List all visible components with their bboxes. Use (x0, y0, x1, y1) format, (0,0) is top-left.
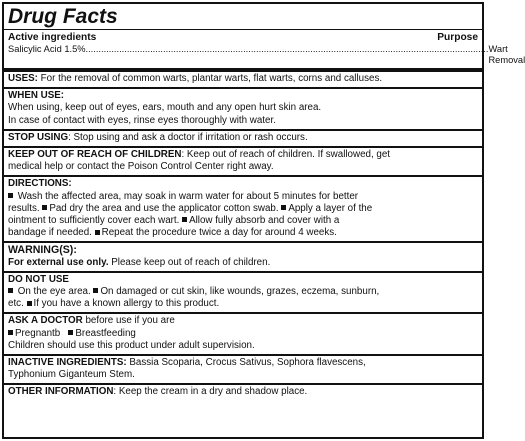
ask-item-breastfeeding: Breastfeeding (75, 327, 136, 339)
drug-facts-title: Drug Facts (4, 4, 482, 30)
bullet-square-icon (8, 193, 13, 198)
warnings-section (4, 243, 482, 272)
when-use-line-1: When using, keep out of eyes, ears, mouth and any open hurt skin area. (8, 102, 322, 114)
bullet-square-icon (8, 288, 13, 293)
bullet-square-icon (93, 288, 98, 293)
dot-leader: ............................................................................................................................................................ (85, 44, 489, 54)
keep-out-section (4, 148, 482, 177)
do-not-use-label: DO NOT USE (8, 273, 69, 285)
external-use-warning: For external use only. (8, 256, 109, 268)
keep-out-text-2: medical help or contact the Poison Control Center right away. (8, 161, 274, 173)
stop-using-label: STOP USING (8, 131, 69, 143)
bullet-square-icon (281, 205, 286, 210)
warnings-text: Please keep out of reach of children. (108, 256, 271, 268)
bullet-square-icon (42, 205, 47, 210)
when-use-line-2: In case of contact with eyes, rinse eyes thoroughly with water. (8, 114, 276, 126)
inactive-ingredients-section: INACTIVE INGREDIENTS: Bassia Scoparia, Crocus Sativus, Sophora flavescens, Typhonium Giganteum Stem. (4, 356, 482, 385)
ask-doctor-label: ASK A DOCTOR (8, 315, 83, 327)
bullet-square-icon (27, 301, 32, 306)
active-ingredients-header (4, 32, 482, 44)
keep-out-label: KEEP OUT OF REACH OF CHILDREN (8, 149, 182, 161)
uses-text: For the removal of common warts, plantar warts, flat warts, corns and calluses. (37, 73, 383, 84)
bullet-square-icon (8, 330, 13, 335)
keep-out-text-1: : Keep out of reach of children. If swallowed, get (181, 149, 391, 161)
when-use-label: WHEN USE: (8, 90, 65, 102)
stop-using-text: : Stop using and ask a doctor if irritation or rash occurs. (68, 131, 308, 143)
active-ingredients-label: Active ingredients (8, 32, 97, 43)
ask-item-pregnant: Pregnantb (15, 327, 61, 339)
inactive-ingredients-label: INACTIVE INGREDIENTS: (8, 357, 127, 369)
ask-doctor-children: Children should use this product under adult supervision. (8, 339, 255, 351)
ask-doctor-section: ASK A DOCTOR before use if you are Pregnantb Breastfeeding Children should use this product under adult supervision. (4, 314, 482, 356)
purpose-label: Purpose (437, 32, 478, 43)
drug-facts-panel (2, 2, 525, 439)
bullet-square-icon (182, 217, 187, 222)
active-ingredient-row (4, 44, 525, 72)
uses-label: USES: (8, 73, 38, 84)
directions-label: DIRECTIONS: (8, 178, 72, 190)
bullet-square-icon (95, 230, 100, 235)
other-information-section: OTHER INFORMATION: Keep the cream in a dry and shadow place. (8, 386, 308, 398)
ingredient-purpose: Wart Removal (488, 44, 525, 65)
warnings-label: WARNING(S): (8, 244, 77, 257)
directions-section: DIRECTIONS: Wash the affected area, may soak in warm water for about 5 minutes for better results. Pad dry the area and use the applicator cotton swab. Apply a layer of the ointment to sufficiently cover each wart. Allow fully absorb and cover with a bandage if needed. Repeat the procedure twice a day for around 4 weeks. (4, 177, 482, 243)
uses-section (4, 72, 482, 89)
bullet-square-icon (68, 330, 73, 335)
other-information-label: OTHER INFORMATION (8, 386, 114, 398)
when-use-section (4, 89, 482, 131)
stop-using-section (4, 131, 482, 148)
do-not-use-section: DO NOT USE On the eye area. On damaged or cut skin, like wounds, grazes, eczema, sunburn, etc. If you have a known allergy to this product. (4, 273, 482, 315)
ingredient-name: Salicylic Acid 1.5%............................................................................................................................................................ (8, 44, 489, 54)
